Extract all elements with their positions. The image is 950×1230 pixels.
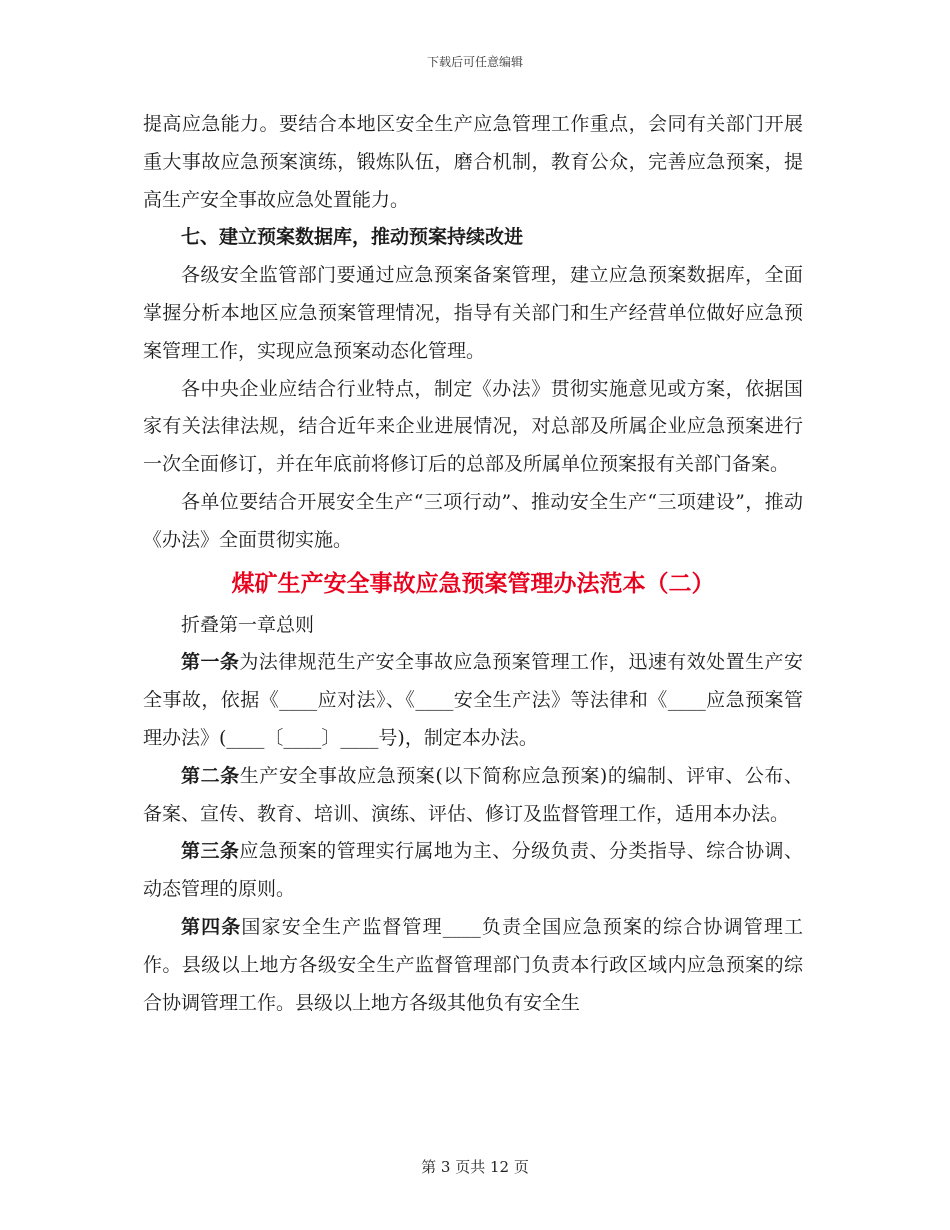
article-2: [143, 758, 803, 834]
article-text: 国家安全生产监督管理____负责全国应急预案的综合协调管理工作。县级以上地方各级安全生产监督管理部门负责本行政区域内应急预案的综合协调管理工作。县级以上地方各级其他负有安全生: [143, 915, 803, 1014]
article-lead: 第一条: [181, 651, 240, 674]
article-text: 生产安全事故应急预案(以下简称应急预案)的编制、评审、公布、备案、宣传、教育、培训、演练、评估、修订及监督管理工作，适用本办法。: [143, 764, 803, 825]
article-1: [143, 644, 803, 757]
paragraph-continued: 提高应急能力。要结合本地区安全生产应急管理工作重点，会同有关部门开展重大事故应急预案演练，锻炼队伍，磨合机制，教育公众，完善应急预案，提高生产安全事故应急处置能力。: [143, 113, 803, 211]
chapter-heading: 折叠第一章总则: [181, 613, 315, 636]
paragraph-database: 各级安全监管部门要通过应急预案备案管理，建立应急预案数据库，全面掌握分析本地区应急预案管理情况，指导有关部门和生产经营单位做好应急预案管理工作，实现应急预案动态化管理。: [143, 264, 803, 362]
article-4: [143, 909, 803, 1022]
document-body: [143, 106, 803, 1022]
paragraph-three-actions: 各单位要结合开展安全生产“三项行动”、推动安全生产“三项建设”，推动《办法》全面贯彻实施。: [143, 490, 803, 551]
page-header: 下载后可任意编辑: [426, 55, 523, 69]
article-lead: 第四条: [181, 915, 242, 938]
article-text: 应急预案的管理实行属地为主、分级负责、分类指导、综合协调、动态管理的原则。: [143, 840, 803, 901]
article-3: [143, 833, 803, 909]
document-title: 煤矿生产安全事故应急预案管理办法范本（二）: [231, 569, 715, 597]
section-heading-7: 七、建立预案数据库，推动预案持续改进: [181, 226, 524, 249]
article-text: 为法律规范生产安全事故应急预案管理工作，迅速有效处置生产安全事故，依据《____应对法》、《____安全生产法》等法律和《____应急预案管理办法》(____〔____〕____号)，制定本办法。: [143, 651, 803, 749]
article-lead: 第三条: [181, 840, 240, 863]
paragraph-central-enterprises: 各中央企业应结合行业特点，制定《办法》贯彻实施意见或方案，依据国家有关法律法规，结合近年来企业进展情况，对总部及所属企业应急预案进行一次全面修订，并在年底前将修订后的总部及所属单位预案报有关部门备案。: [143, 377, 803, 476]
article-lead: 第二条: [181, 764, 240, 787]
page-footer: 第 3 页共 12 页: [421, 1158, 529, 1176]
